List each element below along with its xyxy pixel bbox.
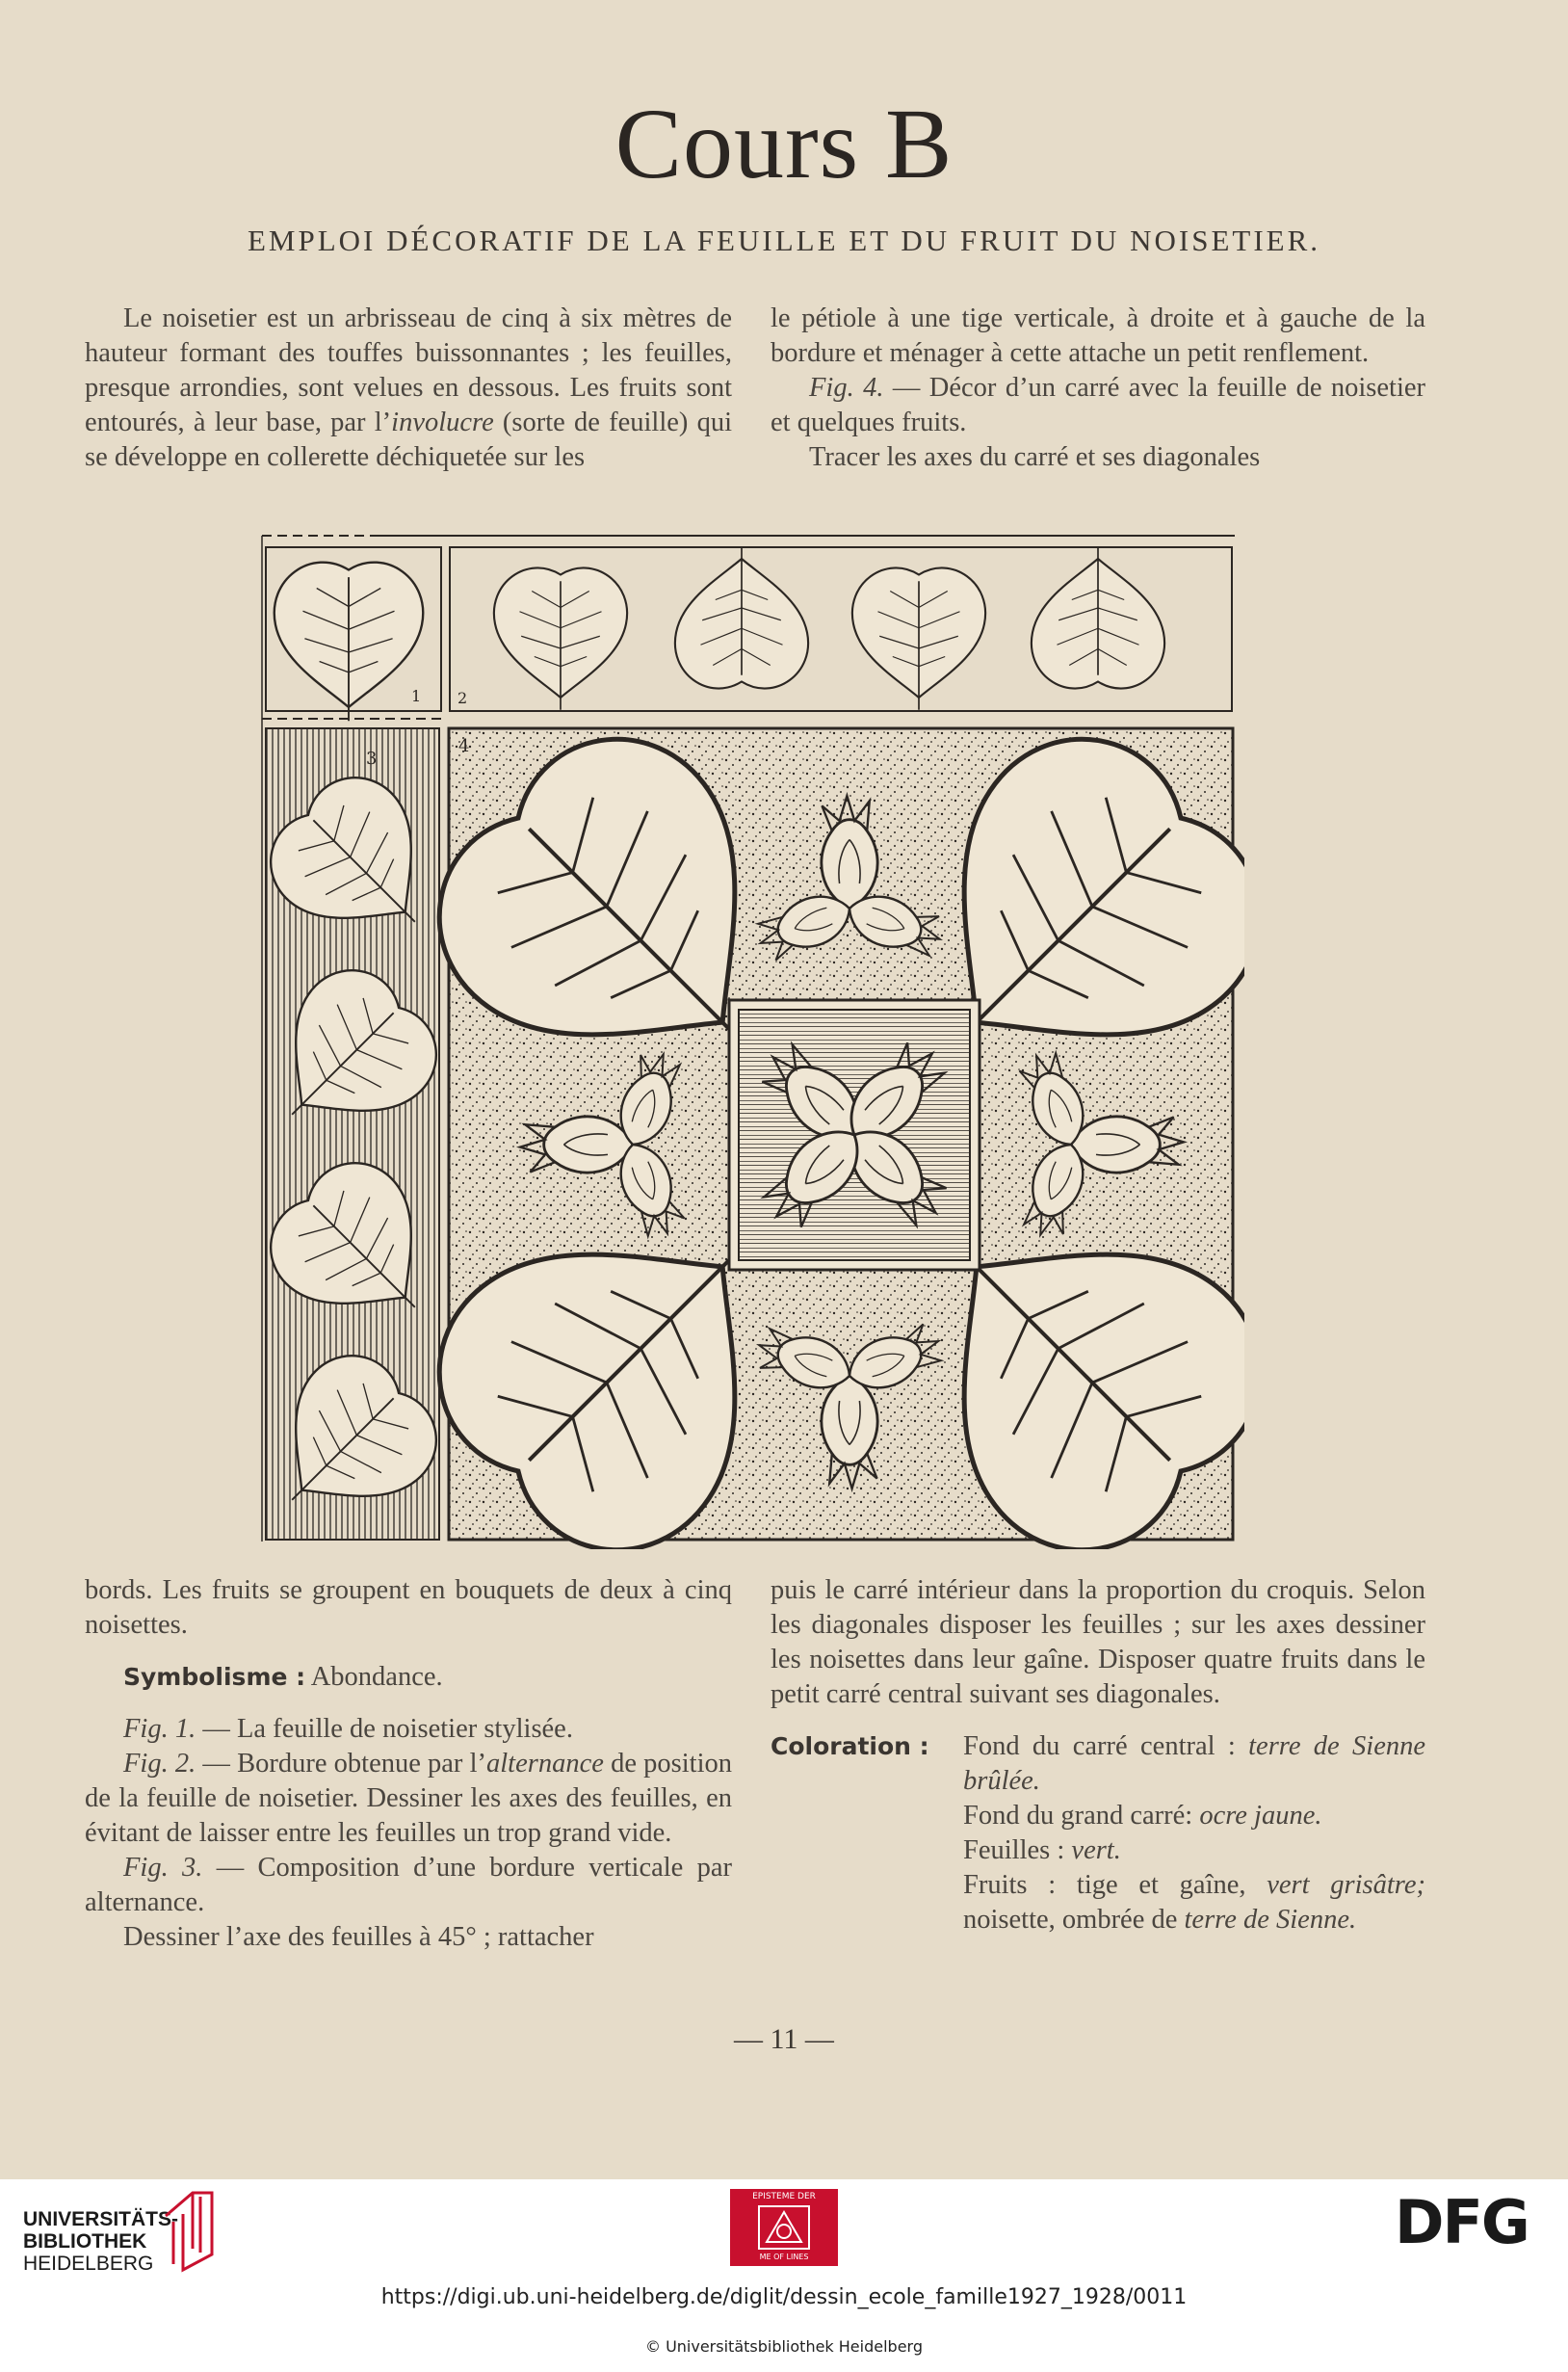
coloration-feuilles: [963, 1833, 1425, 1868]
c1-text: Fond du carré central :: [963, 1731, 1249, 1761]
fig4-label: 4: [458, 736, 470, 756]
hazel-decoration-figure: [252, 528, 1244, 1549]
permalink-url[interactable]: https://digi.ub.uni-heidelberg.de/diglit/dessin_ecole_famille1927_1928/0011: [380, 2285, 1188, 2309]
c1-italic: terre de Sienne brûlée.: [963, 1731, 1425, 1796]
fig2-paragraph: [85, 1747, 732, 1851]
page-title: Cours B: [614, 89, 954, 199]
bottom-right-column: [771, 1573, 1425, 1937]
coloration-grand: [963, 1799, 1425, 1833]
fig4-label: Fig. 4.: [809, 373, 884, 403]
axes-paragraph: Tracer les axes du carré et ses diagonales: [809, 442, 1261, 472]
coloration-list: [963, 1729, 1425, 1937]
fig2-caption-label: Fig. 2.: [123, 1749, 196, 1779]
fig1-paragraph: [85, 1712, 732, 1747]
c4-italic: vert grisâtre;: [1267, 1870, 1425, 1900]
symbolisme-label: Symbolisme :: [123, 1663, 306, 1691]
symbolisme-value: Abondance.: [305, 1662, 443, 1692]
intro-paragraph: [85, 302, 732, 475]
page-subtitle: EMPLOI DÉCORATIF DE LA FEUILLE ET DU FRUIT DU NOISETIER.: [247, 224, 1321, 257]
c4-mid: noisette, ombrée de: [963, 1905, 1185, 1935]
c4-text: Fruits : tige et gaîne,: [963, 1870, 1267, 1900]
c2-italic: ocre jaune.: [1199, 1801, 1322, 1831]
bords-paragraph: bords. Les fruits se groupent en bouquets de deux à cinq noisettes.: [85, 1575, 732, 1640]
petiole-paragraph: le pétiole à une tige verticale, à droite et à gauche de la bordure et ménager à cette attache un petit renflement.: [771, 303, 1425, 368]
top-left-column: [85, 302, 732, 475]
ub-mark-icon: [154, 2187, 241, 2274]
c2-text: Fond du grand carré:: [963, 1801, 1200, 1831]
fig2-label: 2: [457, 689, 468, 707]
fig1-caption-text: — La feuille de noisetier stylisée.: [196, 1714, 573, 1744]
ub-logo-line2: BIBLIOTHEK: [23, 2230, 147, 2253]
symbolisme-paragraph: [85, 1660, 732, 1695]
fig4-text: — Décor d’un carré avec la feuille de noisetier et quelques fruits.: [771, 373, 1426, 437]
dfg-logo[interactable]: DFG: [1395, 2187, 1529, 2257]
coloration-label: Coloration :: [771, 1732, 929, 1760]
fig2-caption-italic: alternance: [486, 1749, 604, 1779]
copyright-notice: © Universitätsbibliothek Heidelberg: [644, 2337, 923, 2356]
bottom-left-column: [85, 1573, 732, 1955]
ub-logo-line3: HEIDELBERG: [23, 2253, 154, 2275]
episteme-top-text: EPISTEME DER: [752, 2192, 816, 2201]
coloration-central: [963, 1729, 1425, 1799]
coloration-block: [771, 1729, 1425, 1937]
fig2-caption-text: — Bordure obtenue par l’: [196, 1749, 487, 1779]
top-right-column: [771, 302, 1425, 475]
c3-text: Feuilles :: [963, 1835, 1072, 1865]
c3-italic: vert.: [1071, 1835, 1121, 1865]
ub-logo-line1: UNIVERSITÄTS-: [23, 2208, 179, 2230]
intro-text: Le noisetier est un arbrisseau de cinq à six mètres de hauteur formant des touffes buissonnantes ; les feuilles, presque arrondies, sont velues en dessous. Les fruits sont entourés, à leur base, par l’: [85, 303, 732, 437]
fig3-paragraph: [85, 1851, 732, 1920]
fig4-paragraph: [771, 371, 1425, 440]
coloration-fruits: [963, 1868, 1425, 1937]
episteme-bottom-text: ME OF LINES: [759, 2253, 809, 2261]
fig1-label: 1: [411, 687, 422, 705]
fig1-caption-label: Fig. 1.: [123, 1714, 196, 1744]
carre-paragraph: puis le carré intérieur dans la proportion du croquis. Selon les diagonales disposer les feuilles ; sur les axes dessiner les noisettes dans leur gaîne. Disposer quatre fruits dans le petit carré central suivant ses diagonales.: [771, 1575, 1425, 1709]
fig3-caption-text: — Composition d’une bordure verticale par alternance.: [85, 1853, 733, 1917]
intro-italic: involucre: [391, 408, 494, 437]
fig2-caption-end: de position de la feuille de noisetier. Dessiner les axes des feuilles, en évitant de laisser entre les feuilles un trop grand vide.: [85, 1749, 732, 1848]
fig3-label: 3: [366, 749, 378, 769]
episteme-logo[interactable]: [730, 2189, 838, 2266]
page-number: — 11 —: [734, 2023, 834, 2055]
c4-italic2: terre de Sienne.: [1184, 1905, 1357, 1935]
intro-text-end: (sorte de feuille) qui se développe en collerette déchiquetée sur les: [85, 408, 732, 472]
fig3-caption-label: Fig. 3.: [123, 1853, 203, 1883]
axes-leaves-paragraph: Dessiner l’axe des feuilles à 45° ; rattacher: [123, 1922, 594, 1952]
